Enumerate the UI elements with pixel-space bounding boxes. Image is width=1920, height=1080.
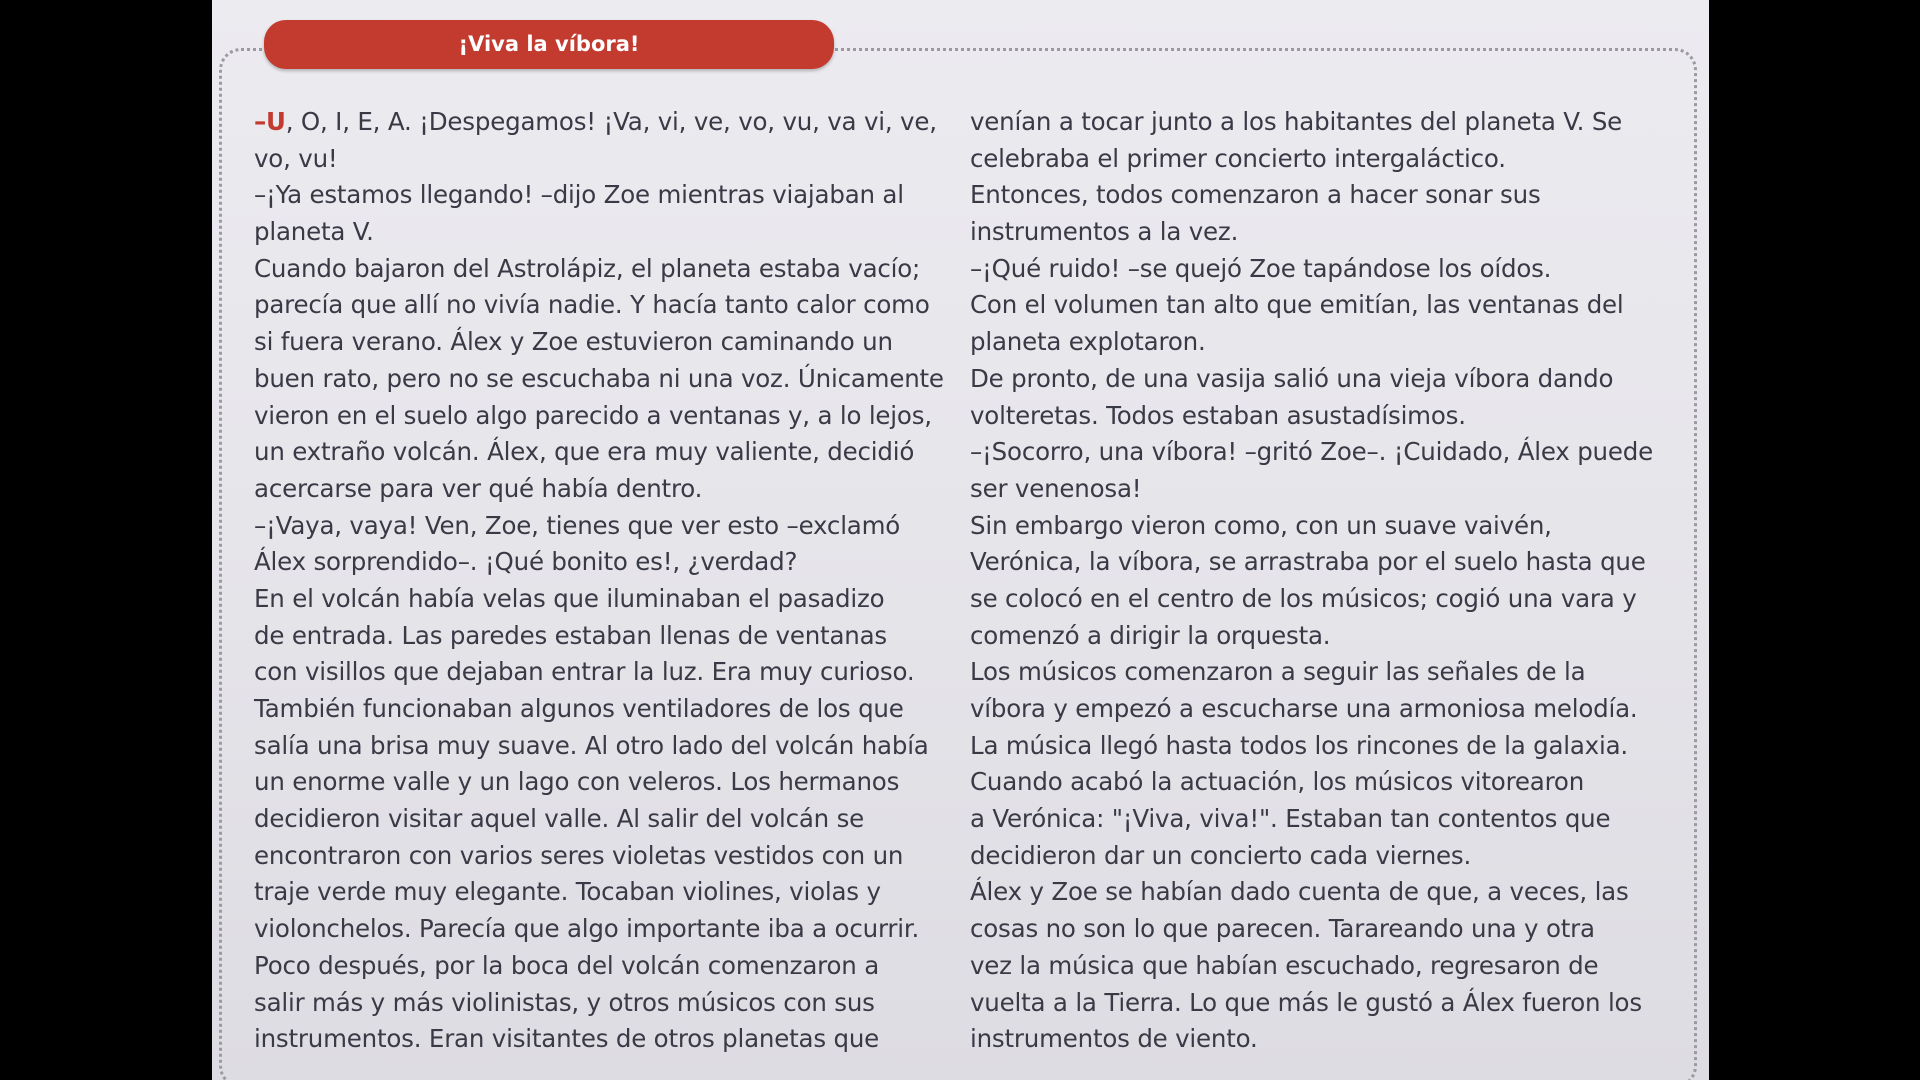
story-line: salir más y más violinistas, y otros músicos con sus bbox=[254, 987, 875, 1017]
story-line: parecía que allí no vivía nadie. Y hacía tanto calor como bbox=[254, 290, 930, 320]
story-line: planeta V. bbox=[254, 217, 374, 247]
story-line: vez la música que habían escuchado, regresaron de bbox=[970, 950, 1599, 980]
story-line: decidieron dar un concierto cada viernes. bbox=[970, 840, 1472, 870]
story-line: planeta explotaron. bbox=[970, 327, 1206, 357]
story-line: La música llegó hasta todos los rincones de la galaxia. bbox=[970, 730, 1628, 760]
story-line: un extraño volcán. Álex, que era muy valiente, decidió bbox=[254, 437, 915, 467]
story-line: con visillos que dejaban entrar la luz. Era muy curioso. bbox=[254, 657, 915, 687]
story-line: También funcionaban algunos ventiladores de los que bbox=[254, 694, 904, 723]
story-column-left bbox=[254, 104, 944, 1058]
story-line: un enorme valle y un lago con veleros. Los hermanos bbox=[254, 767, 900, 797]
story-line: de entrada. Las paredes estaban llenas de ventanas bbox=[254, 620, 887, 650]
story-line: instrumentos. Eran visitantes de otros planetas que bbox=[254, 1024, 880, 1054]
story-line: Entonces, todos comenzaron a hacer sonar sus bbox=[970, 180, 1541, 210]
story-line: instrumentos de viento. bbox=[970, 1024, 1258, 1054]
story-line: –¡Vaya, vaya! Ven, Zoe, tienes que ver esto –exclamó bbox=[254, 510, 901, 540]
story-line: vo, vu! bbox=[254, 143, 338, 173]
story-line: instrumentos a la vez. bbox=[970, 217, 1239, 247]
story-line: traje verde muy elegante. Tocaban violines, violas y bbox=[254, 877, 881, 907]
story-line: Cuando acabó la actuación, los músicos vitorearon bbox=[970, 767, 1585, 797]
story-line: venían a tocar junto a los habitantes del planeta V. Se bbox=[970, 107, 1623, 136]
story-line: se colocó en el centro de los músicos; cogió una vara y bbox=[970, 583, 1637, 613]
story-line: Álex y Zoe se habían dado cuenta de que, a veces, las bbox=[970, 877, 1629, 907]
page-title: ¡Viva la víbora! bbox=[458, 32, 640, 56]
story-line: Álex sorprendido–. ¡Qué bonito es!, ¿verdad? bbox=[254, 547, 798, 577]
title-banner bbox=[264, 20, 834, 69]
story-line: violonchelos. Parecía que algo importante iba a ocurrir. bbox=[254, 914, 920, 944]
story-line: ser venenosa! bbox=[970, 473, 1142, 503]
story-line bbox=[254, 104, 944, 141]
story-line: buen rato, pero no se escuchaba ni una voz. Únicamente bbox=[254, 363, 944, 393]
story-line: Con el volumen tan alto que emitían, las ventanas del bbox=[970, 290, 1624, 320]
story-column-right bbox=[970, 104, 1680, 1058]
story-line: salía una brisa muy suave. Al otro lado del volcán había bbox=[254, 730, 929, 760]
story-line: encontraron con varios seres violetas vestidos con un bbox=[254, 840, 904, 870]
story-line: vieron en el suelo algo parecido a ventanas y, a lo lejos, bbox=[254, 400, 932, 430]
story-line: De pronto, de una vasija salió una vieja víbora dando bbox=[970, 363, 1614, 393]
story-line-text: , O, I, E, A. ¡Despegamos! ¡Va, vi, ve, vo, vu, va vi, ve, bbox=[285, 107, 937, 136]
story-line: Los músicos comenzaron a seguir las señales de la bbox=[970, 657, 1586, 687]
story-line: comenzó a dirigir la orquesta. bbox=[970, 620, 1331, 650]
book-page bbox=[212, 0, 1709, 1080]
story-line: decidieron visitar aquel valle. Al salir del volcán se bbox=[254, 804, 865, 834]
story-line: –¡Socorro, una víbora! –gritó Zoe–. ¡Cuidado, Álex puede bbox=[970, 437, 1653, 467]
story-line: a Verónica: "¡Viva, viva!". Estaban tan contentos que bbox=[970, 804, 1611, 834]
story-line: volteretas. Todos estaban asustadísimos. bbox=[970, 400, 1466, 430]
story-line: vuelta a la Tierra. Lo que más le gustó a Álex fueron los bbox=[970, 987, 1642, 1017]
story-line: Sin embargo vieron como, con un suave vaivén, bbox=[970, 510, 1552, 540]
story-line: si fuera verano. Álex y Zoe estuvieron caminando un bbox=[254, 327, 893, 357]
story-line: –¡Ya estamos llegando! –dijo Zoe mientras viajaban al bbox=[254, 180, 904, 210]
story-line: cosas no son lo que parecen. Tarareando una y otra bbox=[970, 914, 1595, 944]
story-line: Cuando bajaron del Astrolápiz, el planeta estaba vacío; bbox=[254, 253, 921, 283]
story-line: víbora y empezó a escucharse una armoniosa melodía. bbox=[970, 694, 1638, 723]
story-line: –¡Qué ruido! –se quejó Zoe tapándose los oídos. bbox=[970, 253, 1552, 283]
story-line: Poco después, por la boca del volcán comenzaron a bbox=[254, 950, 880, 980]
story-line: acercarse para ver qué había dentro. bbox=[254, 473, 703, 503]
story-line: celebraba el primer concierto intergaláctico. bbox=[970, 143, 1506, 173]
story-line: En el volcán había velas que iluminaban el pasadizo bbox=[254, 583, 885, 613]
story-initial: –U bbox=[254, 107, 286, 136]
story-line: Verónica, la víbora, se arrastraba por el suelo hasta que bbox=[970, 547, 1646, 577]
